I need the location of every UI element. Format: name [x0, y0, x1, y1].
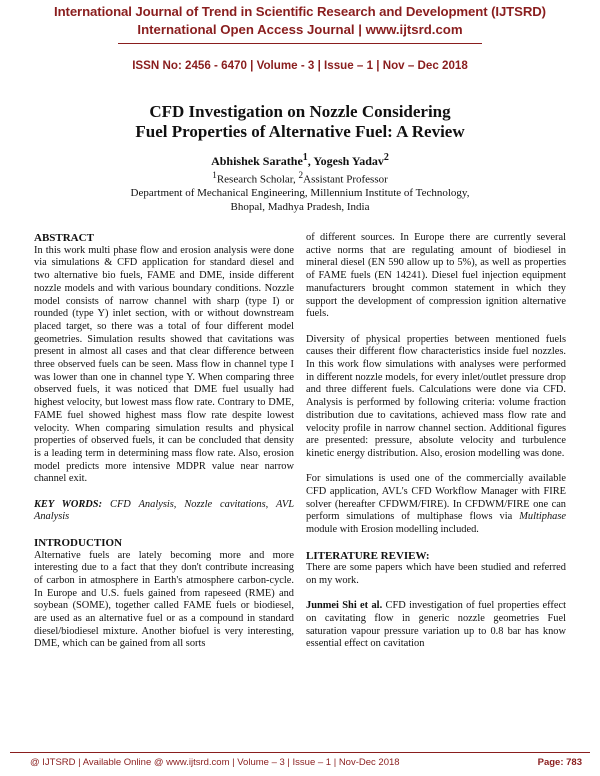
left-column — [34, 232, 294, 651]
issn-line: ISSN No: 2456 - 6470 | Volume - 3 | Issue – 1 | Nov – Dec 2018 — [132, 59, 468, 72]
role-sup-1: 1 — [212, 170, 217, 180]
intro-continued-para: of different sources. In Europe there are currently several active norms that are regulating amount of biodiesel in mineral diesel (EN 590 allow up to 5%), as well as properties of FAME fuels (EN 14241). Diesel fuel injection equipment manufacturers brought common statement in which they support the development of compression ignition alternative fuels. — [306, 232, 566, 320]
author-1: Abhishek Sarathe — [211, 154, 303, 168]
author-separator: , — [307, 154, 314, 168]
role-sup-2: 2 — [298, 170, 304, 180]
reference-author: Junmei Shi et al. — [306, 600, 383, 612]
reference-para — [306, 600, 566, 651]
page-number: Page: 783 — [537, 757, 582, 768]
department: Department of Mechanical Engineering, Millennium Institute of Technology, — [130, 187, 470, 200]
keywords — [34, 499, 294, 524]
introduction-heading: INTRODUCTION — [34, 536, 123, 549]
author-list — [0, 152, 600, 169]
title-line-1: CFD Investigation on Nozzle Considering — [149, 102, 451, 121]
introduction-text: Alternative fuels are lately becoming more and more interesting due to a fact that they don't contribute increasing of carbon in atmosphere in Earth's atmosphere carbon-cycle. In Europe and U.S. fuels gained from rapeseed (RME) and soybean (SOME), together called FAME fuels or biodiesel, are used as an alternative fuel or as a compound in standard diesel/biodiesel mixture. Another biofuel is very interesting, DME, which can be gained from all sorts — [34, 549, 294, 650]
location: Bhopal, Madhya Pradesh, India — [230, 200, 370, 213]
footer-citation: @ IJTSRD | Available Online @ www.ijtsrd.com | Volume – 3 | Issue – 1 | Nov-Dec 2018 — [30, 757, 400, 768]
simulation-text-a: For simulations is used one of the commercially available CFD application, AVL's CFD Workflow Manager with FIRE solver (hereafter CFDWM/FIRE). In CFDWM/FIRE one can perform simulations of multiphase flows via — [306, 473, 566, 523]
literature-intro: There are some papers which have been studied and referred on my work. — [306, 562, 566, 586]
page-footer — [10, 752, 590, 775]
fuel-diversity-para: Diversity of physical properties between mentioned fuels causes their different flow characteristics inside fuel nozzles. In this work flow simulations with analyses were performed in different nozzle models, for every inlet/outlet pressure drop and three different fuels. Calculations were done via CFD. Analysis is performed by following criteria: volume fraction distribution due to cavitations, achieved mass flow rate and velocity profile in narrow channel section. Additional figures are presented: pressure, absolute velocity and turbulence kinetic energy distribution. Also, erosion modelling was done. — [306, 333, 566, 459]
literature-heading: LITERATURE REVIEW: — [306, 549, 430, 562]
affiliation — [0, 169, 600, 214]
simulation-para — [306, 473, 566, 537]
paper-title — [0, 102, 600, 142]
role-1: Research Scholar, — [216, 173, 299, 186]
title-line-2: Fuel Properties of Alternative Fuel: A Review — [135, 122, 465, 141]
keywords-label: KEY WORDS: — [34, 498, 103, 510]
author-2: Yogesh Yadav — [313, 154, 384, 168]
author-1-sup: 1 — [302, 152, 308, 163]
multiphase-term: Multiphase — [519, 511, 566, 523]
journal-header — [0, 0, 600, 88]
journal-name: International Journal of Trend in Scientific Research and Development (IJTSRD) — [54, 4, 546, 19]
reference-text: CFD investigation of fuel properties effect on cavitating flow in generic nozzle geometries Fuel saturation vapour pressure variation up to 0.8 bar has know essential effect on cavitation — [306, 600, 566, 650]
keywords-text: CFD Analysis, Nozzle cavitations, AVL Analysis — [34, 498, 294, 523]
abstract-heading: ABSTRACT — [34, 232, 94, 244]
author-2-sup: 2 — [383, 152, 389, 163]
author-roles — [0, 169, 600, 187]
journal-subtitle: International Open Access Journal | www.ijtsrd.com — [137, 22, 463, 37]
right-column — [306, 232, 566, 651]
simulation-text-b: module with Erosion modelling included. — [306, 524, 479, 536]
header-divider — [118, 43, 482, 44]
abstract-text: In this work multi phase flow and erosion analysis were done via simulations & CFD application for standard diesel and two alternative bio fuels, FAME and DME, inside different nozzle models and with various boundary conditions. Nozzle model consists of narrow channel with sharp (type I) or rounded (type Y) inlet section, with or without downstream placed target, so there was a total of four different model geometries. Simulation results showed that cavitations was present in almost all cases and that clear difference between three observed fuels can be seen. Mass flow in channel type I was lower than one in channel type Y. When comparing three observed fuels, it was noticed that DME fuel usually had highest velocity, but lowest mass flow rate. Contrary to DME, FAME fuel showed highest mass flow rate despite lowest velocity. When comparing simulation results and physical properties of observed fuels, it can be concluded that density is a leading term in determining mass flow rate. Also, erosion model predicts more intensive MDPR value near narrow channel exit. — [34, 244, 294, 485]
role-2: Assistant Professor — [303, 173, 388, 186]
